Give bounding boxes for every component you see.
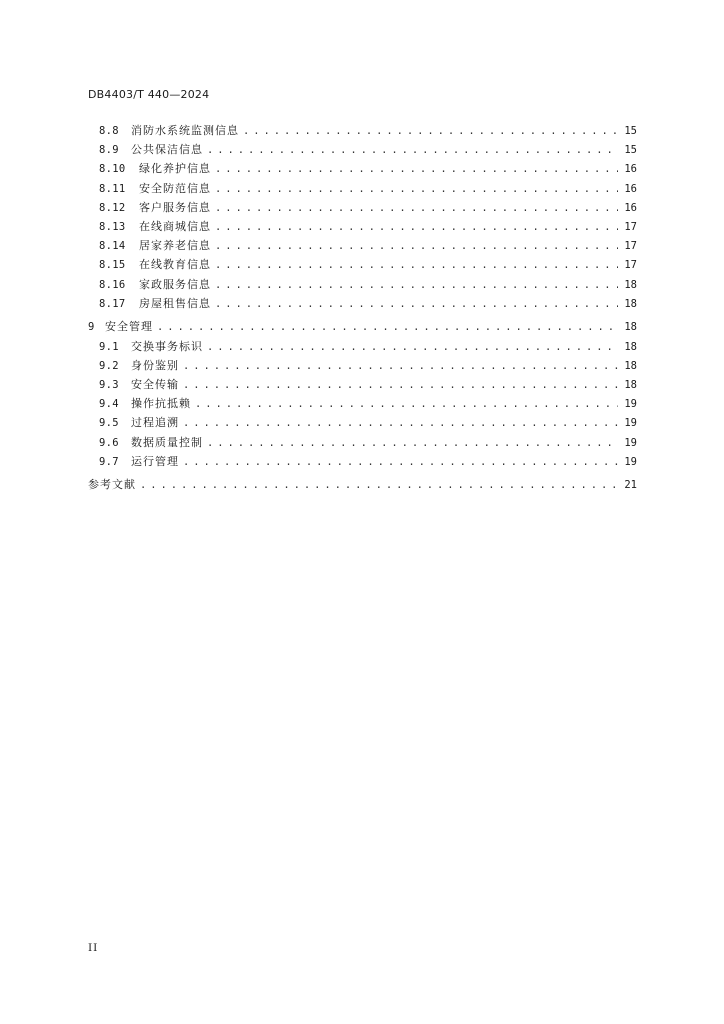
toc-entry-number: 9.6 [99,436,119,449]
toc-entry-number: 9.3 [99,378,119,391]
toc-entry-number: 8.12 [99,201,126,214]
page-number: II [88,942,99,954]
toc-entry-title: 安全传输 [131,377,179,391]
dot-leader [183,456,618,468]
toc-entry-number: 8.9 [99,144,119,157]
toc-entry-title: 家政服务信息 [139,277,211,291]
toc-entry-number: 8.8 [99,125,119,137]
toc-entry[interactable] [88,414,637,433]
toc-entry-title: 消防水系统监测信息 [131,124,239,137]
toc-references[interactable] [88,476,637,495]
toc-entry-number: 9.4 [99,398,119,411]
toc-entry-number: 8.14 [99,240,126,253]
toc-entry-page: 21 [624,479,637,492]
toc-entry-title: 在线商城信息 [139,219,211,233]
toc-entry-title: 公共保洁信息 [131,143,203,157]
dot-leader [215,298,618,310]
toc-entry-number: 9.2 [99,359,119,372]
toc-entry-page: 15 [624,125,637,137]
dot-leader [215,240,618,252]
dot-leader [207,341,618,353]
toc-entry-page: 17 [624,240,637,253]
toc-entry[interactable] [88,338,637,357]
toc-entry-number: 8.15 [99,259,126,272]
toc-entry-page: 17 [624,220,637,233]
toc-entry-title: 绿化养护信息 [139,162,211,176]
dot-leader [207,144,618,156]
toc-entry-title: 过程追溯 [131,416,179,430]
toc-entry[interactable] [88,295,637,314]
dot-leader [157,321,618,333]
toc-entry-number: 8.11 [99,182,126,195]
toc-entry-title: 居家养老信息 [139,239,211,253]
document-code: DB4403/T 440—2024 [88,88,210,101]
toc-entry-number: 8.16 [99,278,126,291]
toc-entry-number: 9 [88,321,95,334]
toc-entry-page: 19 [624,398,637,411]
toc-entry[interactable] [88,376,637,395]
toc-entry-title: 安全管理 [105,320,153,334]
toc-entry-title: 交换事务标识 [131,339,203,353]
toc-entry-page: 16 [624,182,637,195]
toc-entry-page: 19 [624,436,637,449]
toc-entry[interactable] [88,141,637,160]
toc-entry-page: 17 [624,259,637,272]
table-of-contents [88,122,637,496]
dot-leader [195,398,618,410]
toc-entry-page: 18 [624,278,637,291]
dot-leader [215,221,618,233]
toc-entry[interactable] [88,237,637,256]
toc-entry-number: 8.17 [99,297,126,310]
toc-entry-title: 操作抗抵赖 [131,397,191,411]
toc-entry-page: 16 [624,201,637,214]
dot-leader [215,202,618,214]
dot-leader [215,259,618,271]
toc-entry-title: 身份鉴别 [131,358,179,372]
toc-entry-title: 安全防范信息 [139,181,211,195]
toc-entry[interactable] [88,395,637,414]
dot-leader [215,279,618,291]
toc-entry-page: 19 [624,455,637,468]
dot-leader [243,125,618,137]
dot-leader [215,163,618,175]
toc-entry-page: 18 [624,321,637,334]
toc-entry-page: 18 [624,297,637,310]
toc-entry-number: 9.7 [99,455,119,468]
toc-entry-page: 15 [624,144,637,157]
toc-entry[interactable] [88,453,637,472]
toc-entry-title: 参考文献 [88,478,136,492]
toc-entry-number: 9.5 [99,417,119,430]
toc-entry[interactable] [88,357,637,376]
toc-entry[interactable] [88,180,637,199]
dot-leader [215,183,618,195]
dot-leader [207,437,618,449]
dot-leader [183,379,618,391]
toc-entry[interactable] [88,122,637,141]
toc-entry-title: 数据质量控制 [131,435,203,449]
toc-entry-title: 房屋租售信息 [139,296,211,310]
toc-entry-page: 19 [624,417,637,430]
toc-entry[interactable] [88,160,637,179]
toc-entry-title: 在线教育信息 [139,258,211,272]
toc-entry-title: 运行管理 [131,454,179,468]
toc-entry-title: 客户服务信息 [139,200,211,214]
toc-entry-page: 18 [624,340,637,353]
toc-entry-page: 16 [624,163,637,176]
toc-entry-number: 8.13 [99,220,126,233]
dot-leader [140,479,618,491]
toc-entry-number: 8.10 [99,163,126,176]
toc-entry[interactable] [88,199,637,218]
toc-entry[interactable] [88,434,637,453]
toc-entry-number: 9.1 [99,340,119,353]
dot-leader [183,417,618,429]
toc-entry[interactable] [88,218,637,237]
dot-leader [183,360,618,372]
toc-entry[interactable] [88,276,637,295]
toc-entry-page: 18 [624,378,637,391]
toc-entry-page: 18 [624,359,637,372]
toc-chapter[interactable] [88,318,637,337]
toc-entry[interactable] [88,256,637,275]
